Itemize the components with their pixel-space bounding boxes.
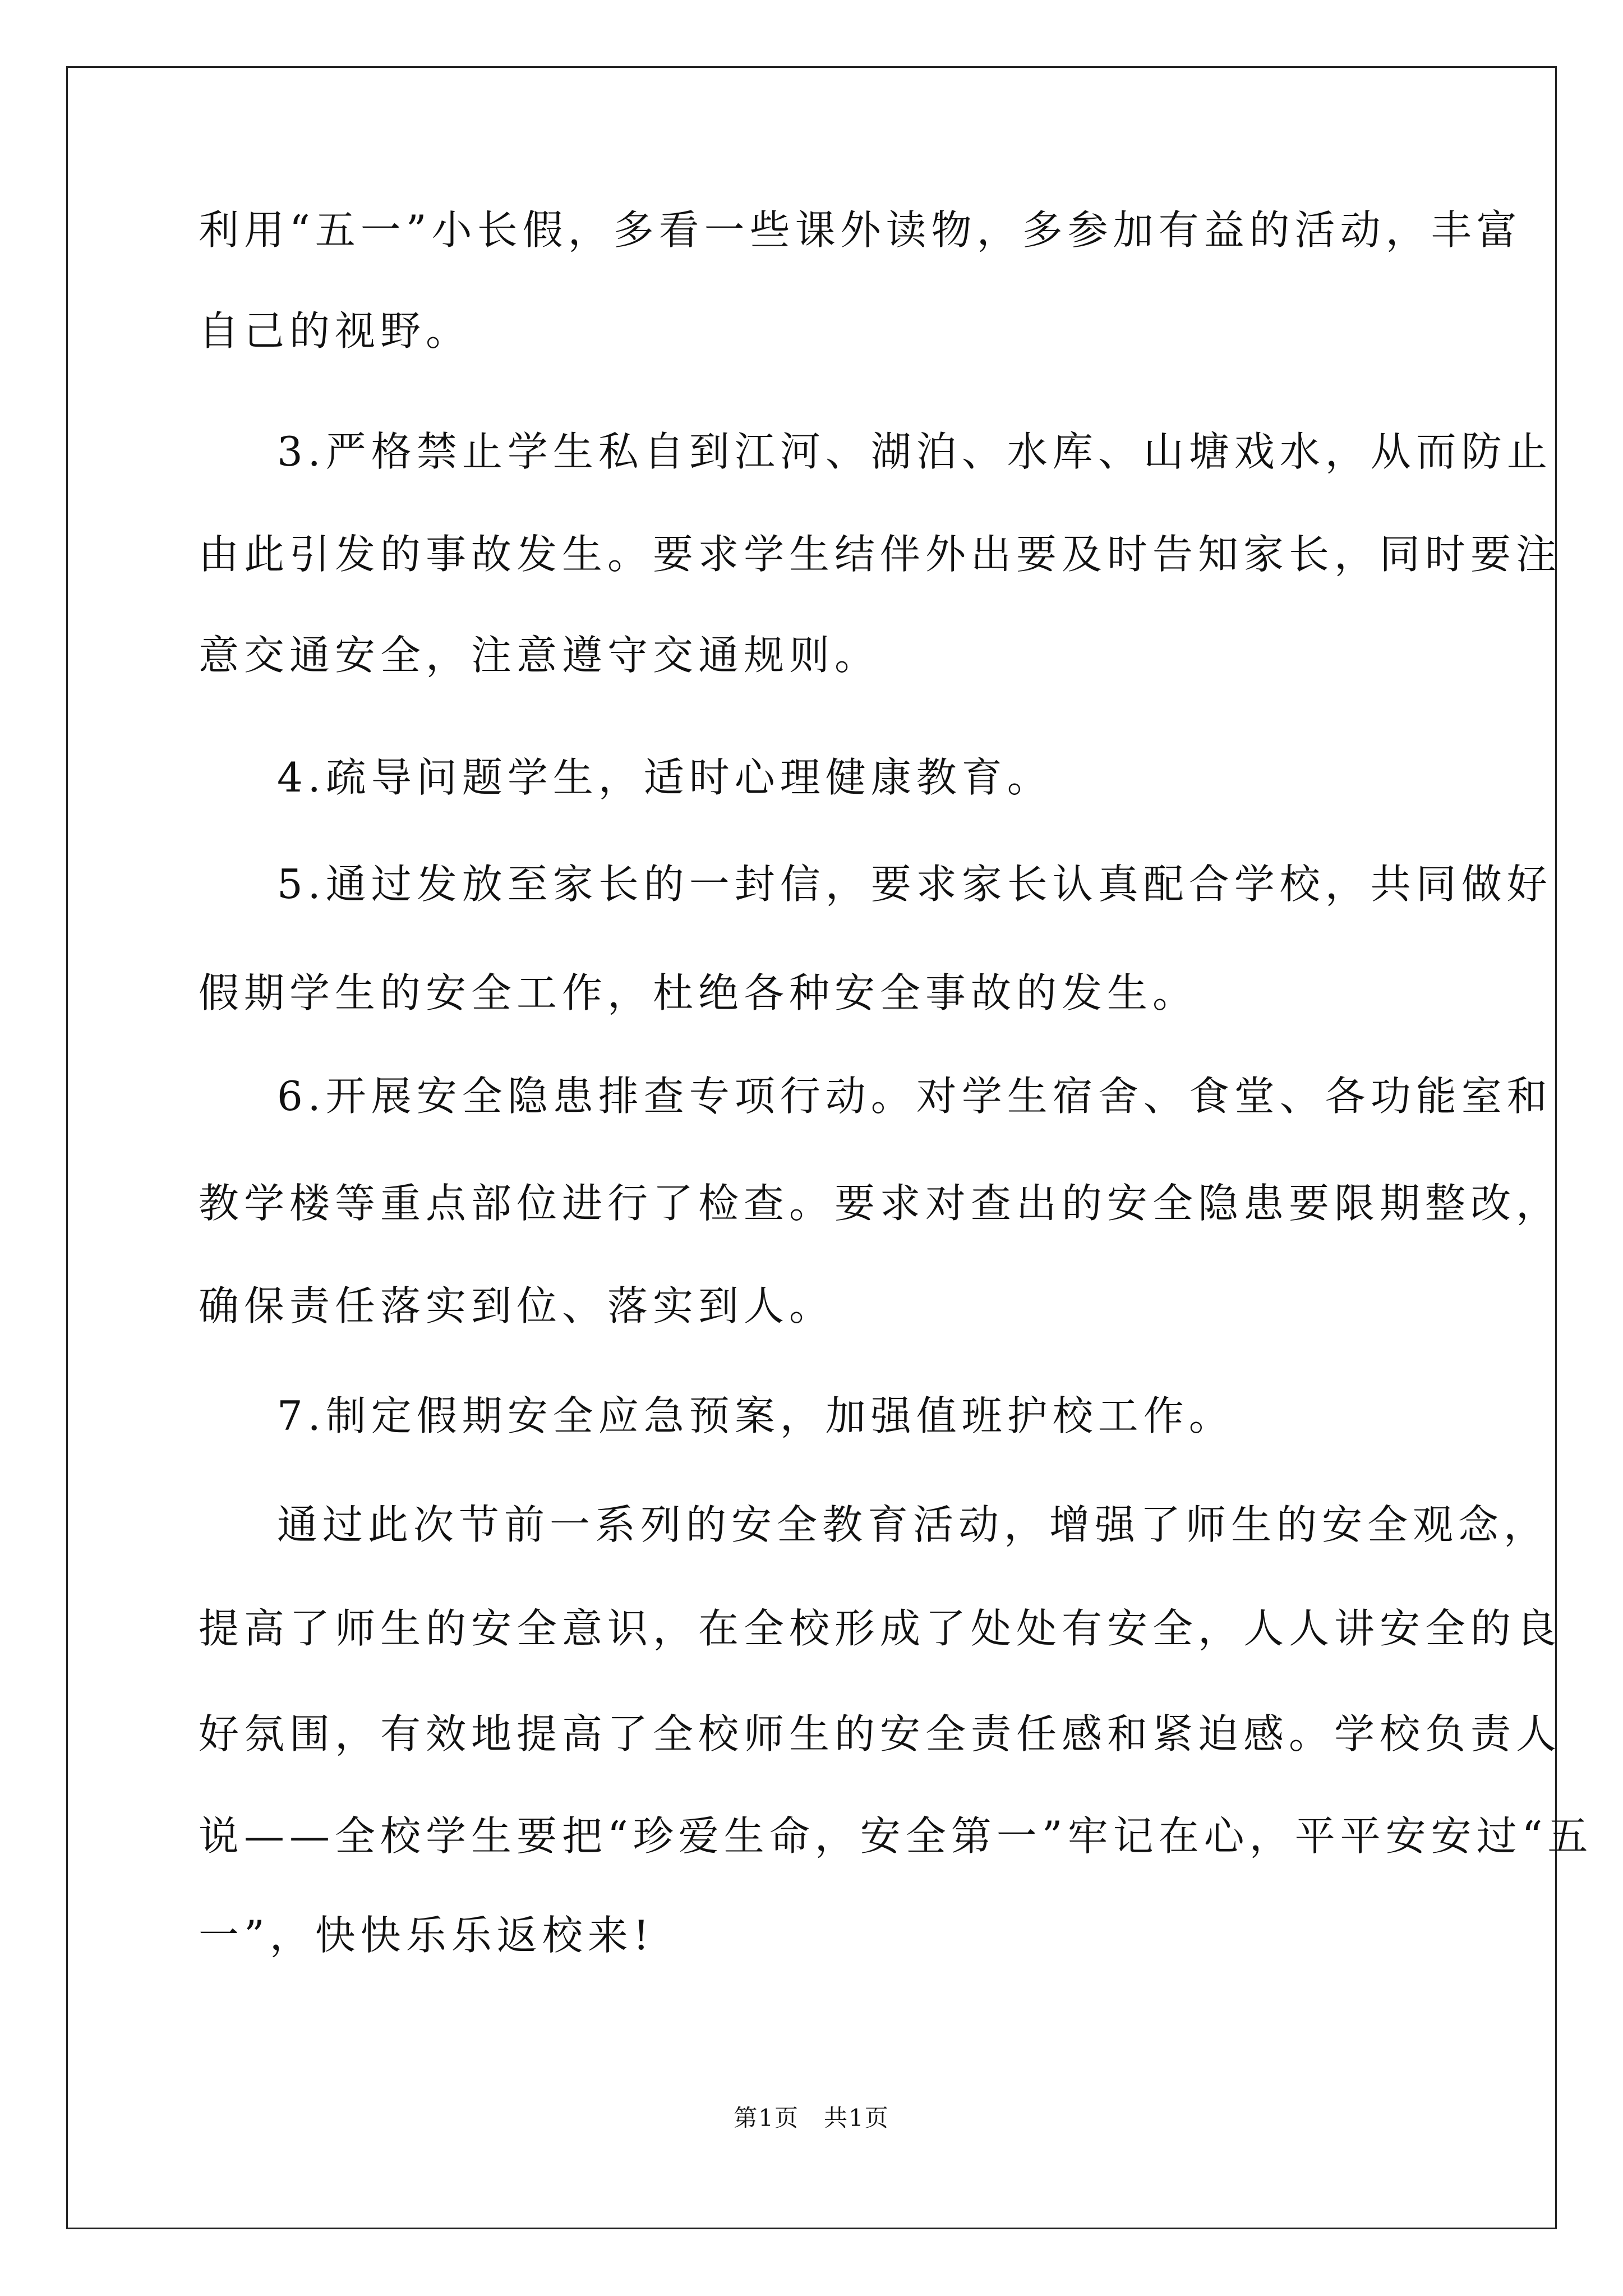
text-line: 6.开展安全隐患排查专项行动。对学生宿舍、食堂、各功能室和 [277,1073,1552,1120]
text-line: 一”，快快乐乐返校来! [199,1912,654,1959]
text-line: 提高了师生的安全意识，在全校形成了处处有安全，人人讲安全的良 [199,1605,1562,1652]
text-line: 5.通过发放至家长的一封信，要求家长认真配合学校，共同做好 [277,861,1552,908]
text-line: 假期学生的安全工作，杜绝各种安全事故的发生。 [199,969,1198,1016]
text-line: 好氛围，有效地提高了全校师生的安全责任感和紧迫感。学校负责人 [199,1710,1562,1757]
text-line: 确保责任落实到位、落实到人。 [199,1282,835,1329]
text-line: 说——全校学生要把“珍爱生命，安全第一”牢记在心，平平安安过“五 [199,1812,1593,1860]
page-number: 第1页 共1页 [734,2104,889,2132]
text-line: 通过此次节前一系列的安全教育活动，增强了师生的安全观念， [277,1501,1550,1548]
text-line: 利用“五一”小长假，多看一些课外读物，多参加有益的活动，丰富 [199,206,1522,254]
text-line: 3.严格禁止学生私自到江河、湖泊、水库、山塘戏水，从而防止 [277,428,1552,475]
text-line: 意交通安全，注意遵守交通规则。 [199,632,880,679]
text-line: 教学楼等重点部位进行了检查。要求对查出的安全隐患要限期整改， [199,1180,1562,1227]
text-line: 自己的视野。 [199,307,472,355]
page-border [66,66,1557,2229]
text-line: 4.疏导问题学生，适时心理健康教育。 [277,754,1053,801]
text-line: 7.制定假期安全应急预案，加强值班护校工作。 [277,1392,1234,1439]
text-line: 由此引发的事故发生。要求学生结伴外出要及时告知家长，同时要注 [199,531,1562,578]
